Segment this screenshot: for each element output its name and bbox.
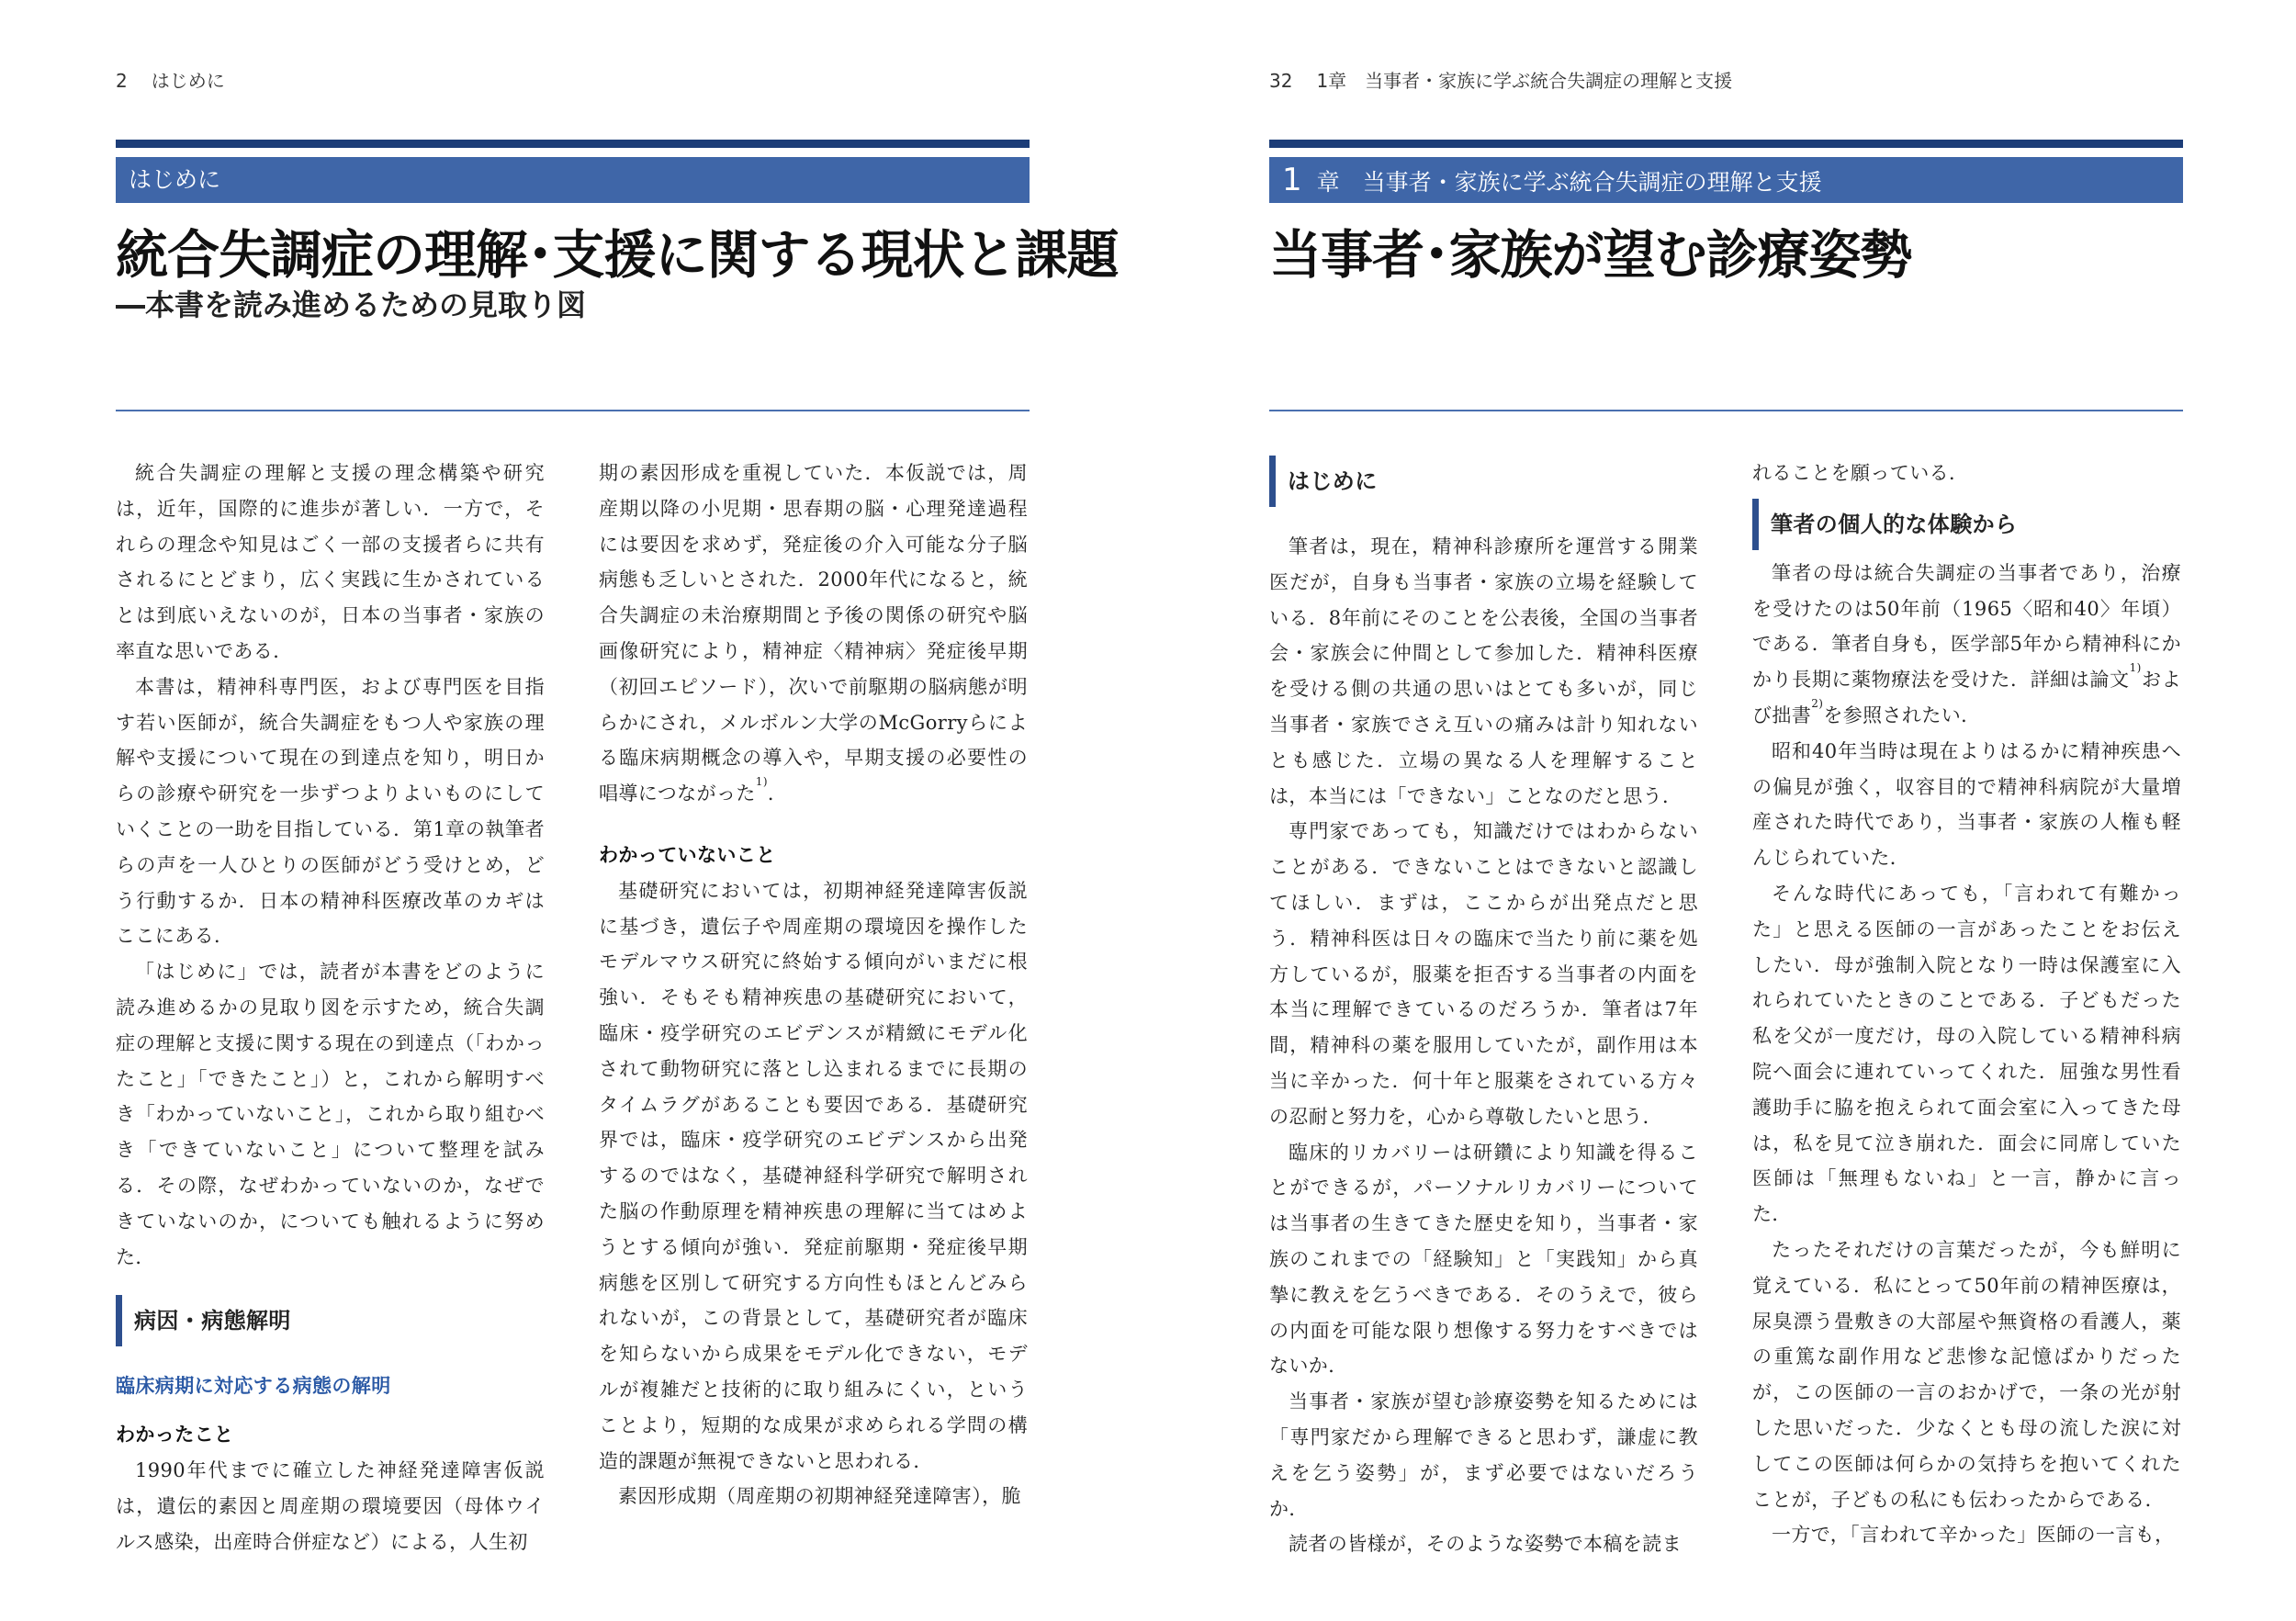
section-heading <box>1752 499 2181 550</box>
top-rule <box>116 140 1030 148</box>
right-page <box>1148 0 2296 1621</box>
title-rule <box>116 410 1030 411</box>
text-column-2 <box>1752 456 2181 1553</box>
section-heading-text: 筆者の個人的な体験から <box>1771 511 2018 537</box>
subsection-heading: 臨床病期に対応する病態の解明 <box>116 1375 391 1398</box>
section-heading-text: 病因・病態解明 <box>134 1308 291 1334</box>
paragraph-end: ． <box>767 782 788 805</box>
paragraph: 素因形成期（周産期の初期神経発達障害），脆 <box>618 1485 1021 1508</box>
paragraph: 一方で，「言われて辛かった」医師の一言も， <box>1772 1524 2175 1547</box>
main-title: 統合失調症の理解･支援に関する現状と課題 <box>116 225 1119 286</box>
minor-heading: わかったこと <box>116 1424 234 1447</box>
page-number: 2 <box>116 70 128 92</box>
paragraph: れることを願っている． <box>1752 462 1969 484</box>
paragraph-text: および拙書 <box>1752 669 2181 726</box>
section-heading <box>116 1295 545 1346</box>
reference-mark: 1) <box>755 775 768 789</box>
band-label: 章 当事者・家族に学ぶ統合失調症の理解と支援 <box>1316 169 1822 196</box>
paragraph: 臨床的リカバリーは研鑽により知識を得ることができるが，パーソナルリカバリーについては当事者の生きてきた歴史を知り，当事者・家族のこれまでの「経験知」と「実践知」から真摯に教えを乞うべきである．そのうえで，彼らの内面を可能な限り想像する努力をすべきではないか． <box>1269 1141 1698 1378</box>
heading-bar <box>1752 499 1759 550</box>
paragraph <box>599 456 1028 812</box>
paragraph-text: を参照されたい． <box>1823 704 1981 726</box>
paragraph: 当事者・家族が望む診療姿勢を知るためには「専門家だから理解できると思わず，謙虚に教えを乞う姿勢」が，まず必要ではないだろうか． <box>1269 1390 1698 1520</box>
paragraph-text: 期の素因形成を重視していた．本仮説では，周産期以降の小児期・思春期の脳・心理発達過程には要因を求めず，発症後の介入可能な分子脳病態も乏しいとされた．2000年代になると，統合失調症の未治療期間と予後の関係の研究や脳画像研究により，精神症〈精神病〉発症後早期（初回エピソード），次いで前駆期の脳病態が明らかにされ，メルボルン大学のMcGorryらによる臨床病期概念の導入や，早期支援の必要性の唱導につながった <box>599 462 1028 805</box>
paragraph <box>1752 556 2181 734</box>
page-number: 32 <box>1269 70 1293 92</box>
chapter-number: 1 <box>1282 162 1302 198</box>
reference-mark: 1) <box>2129 661 2142 675</box>
chapter-band <box>1269 157 2183 203</box>
paragraph: 読者の皆様が，そのような姿勢で本稿を読ま <box>1289 1533 1682 1556</box>
text-column-1 <box>116 456 545 1559</box>
reference-mark: 2) <box>1811 696 1824 710</box>
band-label: はじめに <box>129 166 221 193</box>
top-rule <box>1269 140 2183 148</box>
running-header <box>116 66 225 93</box>
main-title: 当事者･家族が望む診療姿勢 <box>1269 225 1912 286</box>
running-title: はじめに <box>151 70 225 92</box>
section-heading-text: はじめに <box>1288 468 1378 494</box>
minor-heading: わかっていないこと <box>599 843 776 866</box>
running-header <box>1269 66 1732 93</box>
chapter-band <box>116 157 1030 203</box>
text-column-1 <box>1269 456 1698 1562</box>
running-title: 1章 当事者・家族に学ぶ統合失調症の理解と支援 <box>1316 70 1733 92</box>
section-heading <box>1269 456 1698 507</box>
paragraph: 専門家であっても，知識だけではわからないことがある．できないことはできないと認識してほしい．まずは，ここからが出発点だと思う．精神科医は日々の臨床で当たり前に薬を処方しているが，服薬を拒否する当事者の内面を本当に理解できているのだろうか．筆者は7年間，精神科の薬を服用していたが，副作用は本当に辛かった．何十年と服薬をされている方々の忍耐と努力を，心から尊敬したいと思う． <box>1269 820 1698 1128</box>
paragraph: そんな時代にあっても，「言われて有難かった」と思える医師の一言があったことをお伝えしたい．母が強制入院となり一時は保護室に入れられていたときのことである．子どもだった私を父が一度だけ，母の入院している精神科病院へ面会に連れていってくれた．屈強な男性看護助手に脇を抱えられて面会室に入ってきた母は，私を見て泣き崩れた．面会に同席していた医師は「無理もないね」と一言，静かに言った． <box>1752 882 2181 1226</box>
paragraph: たったそれだけの言葉だったが，今も鮮明に覚えている．私にとって50年前の精神医療は，尿臭漂う畳敷きの大部屋や無資格の看護人，薬の重篤な副作用など悲惨な記憶ばかりだったが，この医師の一言のおかげで，一条の光が射した思いだった．少なくとも母の流した涙に対してこの医師は何らかの気持ちを抱いてくれたことが，子どもの私にも伝わったからである． <box>1752 1238 2181 1511</box>
paragraph: 筆者は，現在，精神科診療所を運営する開業医だが，自身も当事者・家族の立場を経験している．8年前にそのことを公表後，全国の当事者会・家族会に仲間として参加した．精神科医療を受ける側の共通の思いはとても多いが，同じ当事者・家族でさえ互いの痛みは計り知れないとも感じた．立場の異なる人を理解することは，本当には「できない」ことなのだと思う． <box>1269 535 1698 807</box>
title-rule <box>1269 410 2183 411</box>
paragraph: 統合失調症の理解と支援の理念構築や研究は，近年，国際的に進歩が著しい．一方で，それらの理念や知見はごく一部の支援者らに共有されるにとどまり，広く実践に生かされているとは到底いえないのが，日本の当事者・家族の率直な思いである． <box>116 462 545 662</box>
heading-bar <box>116 1295 122 1346</box>
paragraph: 1990年代までに確立した神経発達障害仮説は，遺伝的素因と周産期の環境要因（母体ウイルス感染，出産時合併症など）による，人生初 <box>116 1458 545 1553</box>
paragraph: 本書は，精神科専門医，および専門医を目指す若い医師が，統合失調症をもつ人や家族の理解や支援について現在の到達点を知り，明日からの診療や研究を一歩ずつよりよいものにしていくことの一助を目指している．第1章の執筆者らの声を一人ひとりの医師がどう受けとめ，どう行動するか．日本の精神科医療改革のカギはここにある． <box>116 675 545 948</box>
paragraph: 昭和40年当時は現在よりはるかに精神疾患への偏見が強く，収容目的で精神科病院が大量増産された時代であり，当事者・家族の人権も軽んじられていた． <box>1752 739 2181 870</box>
heading-bar <box>1269 456 1276 507</box>
text-column-2 <box>599 456 1028 1514</box>
subtitle: ―本書を読み進めるための見取り図 <box>116 287 587 322</box>
paragraph: 基礎研究においては，初期神経発達障害仮説に基づき，遺伝子や周産期の環境因を操作したモデルマウス研究に終始する傾向がいまだに根強い．そもそも精神疾患の基礎研究において，臨床・疫学研究のエビデンスが精緻にモデル化されて動物研究に落とし込まれるまでに長期のタイムラグがあることも要因である．基礎研究界では，臨床・疫学研究のエビデンスから出発するのではなく，基礎神経科学研究で解明された脳の作動原理を精神疾患の理解に当てはめようとする傾向が強い．発症前駆期・発症後早期病態を区別して研究する方向性もほとんどみられないが，この背景として，基礎研究者が臨床を知らないから成果をモデル化できない，モデルが複雑だと技術的に取り組みにくい，ということより，短期的な成果が求められる学問の構造的課題が無視できないと思われる． <box>599 879 1028 1472</box>
paragraph-text: 筆者の母は統合失調症の当事者であり，治療を受けたのは50年前（1965〈昭和40〉年頃）である．筆者自身も，医学部5年から精神科にかかり長期に薬物療法を受けた．詳細は論文 <box>1752 561 2181 692</box>
paragraph: 「はじめに」では，読者が本書をどのように読み進めるかの見取り図を示すため，統合失調症の理解と支援に関する現在の到達点（「わかったこと」「できたこと」）と，これから解明すべき「わかっていないこと」，これから取り組むべき「できていないこと」について整理を試みる．その際，なぜわかっていないのか，なぜできていないのか，についても触れるように努めた． <box>116 961 545 1268</box>
